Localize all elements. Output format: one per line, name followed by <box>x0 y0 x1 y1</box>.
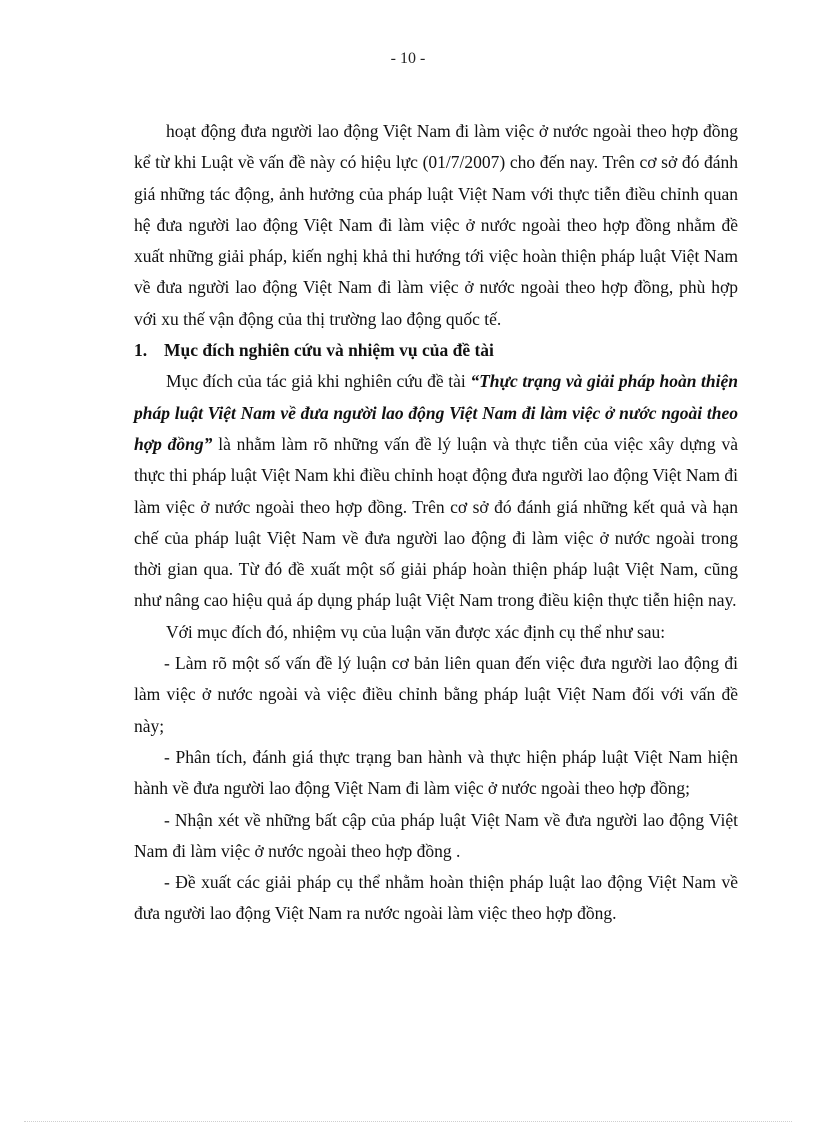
section-heading-text: Mục đích nghiên cứu và nhiệm vụ của đề tài <box>164 340 494 361</box>
paragraph-purpose-end: là nhằm làm rõ những vấn đề lý luận và thực tiễn của việc xây dựng và thực thi pháp luật Việt Nam khi điều chỉnh hoạt động đưa người lao động Việt Nam đi làm việc ở nước ngoài theo hợp đồng. Trên cơ sở đó đánh giá những kết quả và hạn chế của pháp luật Việt Nam về đưa người lao động đi làm việc ở nước ngoài trong thời gian qua. Từ đó đề xuất một số giải pháp hoàn thiện pháp luật Việt Nam, cũng như nâng cao hiệu quả áp dụng pháp luật Việt Nam trong điều kiện thực tiễn hiện nay. <box>134 433 738 611</box>
document-body <box>134 116 738 930</box>
paragraph-tasks-intro: Với mục đích đó, nhiệm vụ của luận văn được xác định cụ thể như sau: <box>166 621 666 642</box>
paragraph-purpose <box>134 366 738 616</box>
list-item: - Đề xuất các giải pháp cụ thể nhằm hoàn thiện pháp luật lao động Việt Nam về đưa người lao động Việt Nam ra nước ngoài làm việc theo hợp đồng. <box>134 872 738 924</box>
paragraph-intro-continuation: hoạt động đưa người lao động Việt Nam đi làm việc ở nước ngoài theo hợp đồng kể từ khi Luật về vấn đề này có hiệu lực (01/7/2007) cho đến nay. Trên cơ sở đó đánh giá những tác động, ảnh hưởng của pháp luật Việt Nam với thực tiễn điều chỉnh quan hệ đưa người lao động Việt Nam đi làm việc ở nước ngoài theo hợp đồng nhằm đề xuất những giải pháp, kiến nghị khả thi hướng tới việc hoàn thiện pháp luật Việt Nam về đưa người lao động Việt Nam đi làm việc ở nước ngoài theo hợp đồng, phù hợp với xu thế vận động của thị trường lao động quốc tế. <box>134 121 738 329</box>
list-item: - Phân tích, đánh giá thực trạng ban hành và thực hiện pháp luật Việt Nam hiện hành về đưa người lao động Việt Nam đi làm việc ở nước ngoài theo hợp đồng; <box>134 746 738 799</box>
section-heading <box>134 335 738 366</box>
thesis-title-emphasis: “Thực trạng và giải pháp hoàn thiện pháp luật Việt Nam về đưa người lao động Việt Nam đi làm việc ở nước ngoài theo hợp đồng” <box>134 371 738 454</box>
list-item: - Nhận xét về những bất cập của pháp luật Việt Nam về đưa người lao động Việt Nam đi làm việc ở nước ngoài theo hợp đồng . <box>134 809 738 861</box>
paragraph-purpose-start: Mục đích của tác giả khi nghiên cứu đề tài <box>166 371 471 392</box>
page-number: - 10 - <box>390 50 426 67</box>
section-heading-number: 1. <box>134 340 148 361</box>
page-bottom-divider <box>24 1121 792 1122</box>
list-item: - Làm rõ một số vấn đề lý luận cơ bản liên quan đến việc đưa người lao động đi làm việc ở nước ngoài và việc điều chỉnh bằng pháp luật Việt Nam đối với vấn đề này; <box>134 653 738 736</box>
